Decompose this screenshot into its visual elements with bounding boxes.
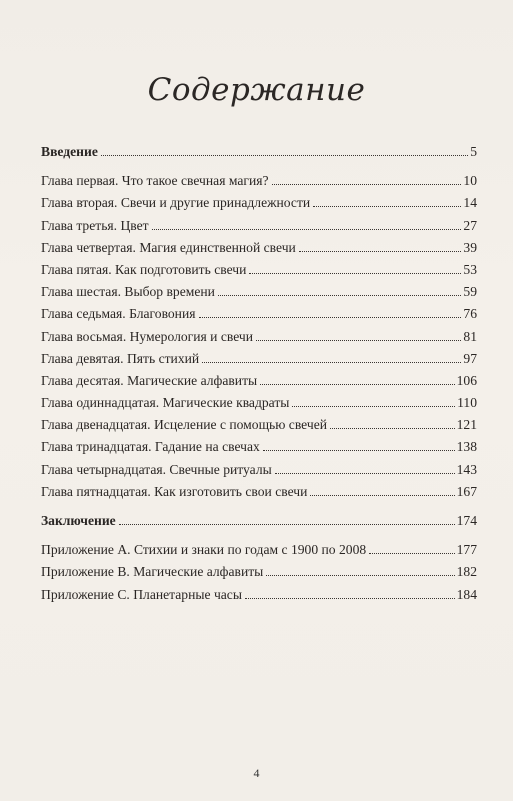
toc-entry-chapter-4 (41, 240, 477, 262)
toc-entry-page: 53 (463, 261, 477, 277)
toc-entry-page: 27 (463, 217, 477, 233)
toc-entry-chapter-9 (41, 351, 477, 373)
toc-entry-label: Приложение С. Планетарные часы (41, 586, 242, 602)
toc-entry-label: Глава одиннадцатая. Магические квадраты (41, 395, 290, 411)
toc-entry-page: 177 (456, 542, 477, 558)
toc-entry-chapter-6 (41, 284, 477, 306)
dot-leader (101, 155, 468, 156)
dot-leader (249, 273, 461, 274)
toc-entry-page: 14 (463, 195, 477, 211)
toc-entry-label: Глава вторая. Свечи и другие принадлежности (41, 195, 311, 211)
toc-entry-chapter-8 (41, 329, 477, 351)
dot-leader (275, 473, 455, 474)
toc-entry-label: Глава пятая. Как подготовить свечи (41, 261, 247, 277)
dot-leader (310, 495, 454, 496)
toc-entry-label: Глава седьмая. Благовония (41, 306, 196, 322)
toc-entry-page: 10 (463, 173, 477, 189)
dot-leader (199, 317, 462, 318)
toc-entry-chapter-7 (41, 306, 477, 328)
dot-leader (119, 524, 455, 525)
dot-leader (313, 206, 461, 207)
toc-entry-label: Введение (41, 144, 98, 159)
toc-entry-label: Глава четвертая. Магия единственной свечи (41, 239, 296, 255)
toc-entry-label: Приложение В. Магические алфавиты (41, 564, 264, 580)
toc-entry-chapter-14 (41, 462, 477, 484)
dot-leader (299, 251, 462, 252)
toc-entry-appendix-b (41, 564, 477, 586)
toc-entry-page: 39 (463, 239, 477, 255)
toc-entry-appendix-c (41, 587, 477, 609)
dot-leader (369, 553, 454, 554)
page-title: Содержание (147, 72, 366, 108)
toc-entry-introduction (41, 144, 477, 166)
toc-entry-chapter-3 (41, 218, 477, 240)
toc-entry-label: Глава пятнадцатая. Как изготовить свои свечи (41, 483, 308, 499)
toc-entry-page: 81 (463, 328, 477, 344)
toc-entry-page: 106 (456, 372, 477, 388)
toc-entry-label: Глава тринадцатая. Гадание на свечах (41, 439, 260, 455)
toc-entry-page: 97 (463, 350, 477, 366)
toc-entry-appendix-a (41, 542, 477, 564)
toc-entry-label: Глава третья. Цвет (41, 217, 149, 233)
dot-leader (256, 340, 461, 341)
toc-entry-page: 5 (470, 144, 477, 159)
dot-leader (292, 406, 455, 407)
toc-entry-label: Заключение (41, 513, 116, 528)
toc-entry-label: Глава шестая. Выбор времени (41, 284, 215, 300)
toc-entry-chapter-12 (41, 417, 477, 439)
dot-leader (272, 184, 462, 185)
toc-entry-page: 143 (456, 461, 477, 477)
toc-entry-chapter-5 (41, 262, 477, 284)
toc-entry-label: Глава десятая. Магические алфавиты (41, 372, 258, 388)
toc-entry-chapter-13 (41, 439, 477, 461)
toc-entry-chapter-11 (41, 395, 477, 417)
toc-entry-label: Приложение А. Стихии и знаки по годам с 1900 по 2008 (41, 542, 367, 558)
toc-entry-chapter-2 (41, 195, 477, 217)
dot-leader (218, 295, 461, 296)
toc-entry-page: 182 (456, 564, 477, 580)
toc-entry-page: 59 (463, 284, 477, 300)
toc-entry-page: 110 (457, 395, 477, 411)
toc-entry-page: 138 (456, 439, 477, 455)
toc-entry-chapter-15 (41, 484, 477, 506)
toc-entry-label: Глава четырнадцатая. Свечные ритуалы (41, 461, 272, 477)
toc-entry-page: 76 (463, 306, 477, 322)
toc-entry-conclusion (41, 513, 477, 535)
dot-leader (245, 598, 455, 599)
dot-leader (260, 384, 454, 385)
dot-leader (263, 450, 455, 451)
toc-entry-page: 121 (456, 417, 477, 433)
dot-leader (330, 428, 455, 429)
toc-entry-chapter-10 (41, 373, 477, 395)
table-of-contents (41, 144, 477, 609)
page-number: 4 (253, 766, 260, 780)
toc-entry-label: Глава первая. Что такое свечная магия? (41, 173, 269, 189)
toc-entry-chapter-1 (41, 173, 477, 195)
toc-entry-label: Глава восьмая. Нумерология и свечи (41, 328, 254, 344)
toc-entry-label: Глава двенадцатая. Исцеление с помощью свечей (41, 417, 328, 433)
toc-entry-label: Глава девятая. Пять стихий (41, 350, 200, 366)
dot-leader (152, 229, 462, 230)
dot-leader (202, 362, 461, 363)
toc-entry-page: 184 (456, 586, 477, 602)
toc-entry-page: 167 (456, 483, 477, 499)
dot-leader (266, 575, 454, 576)
toc-entry-page: 174 (456, 513, 477, 528)
